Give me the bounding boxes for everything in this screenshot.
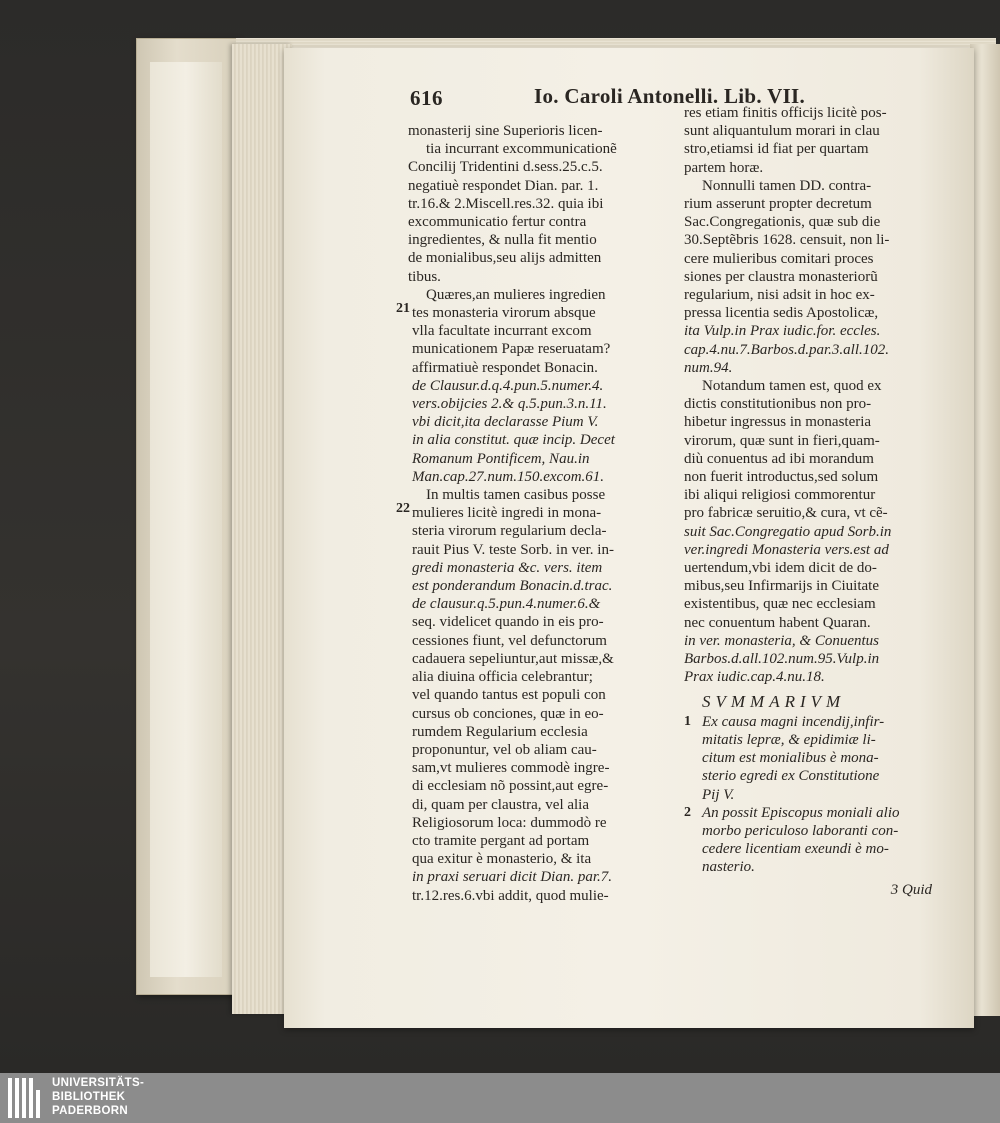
text-line: In multis tamen casibus posse	[426, 487, 606, 504]
text-line: diù conuentus ad ibi morandum	[684, 450, 874, 467]
text-line: mibus,seu Infirmarijs in Ciuitate	[684, 578, 879, 595]
summary-item	[684, 804, 946, 877]
text-line: rumdem Regularium ecclesia	[412, 723, 588, 740]
text-line: siones per claustra monasteriorũ	[684, 268, 878, 285]
text-line: nec conuentum habent Quaran.	[684, 614, 871, 631]
text-line: tr.12.res.6.vbi addit, quod mulie-	[412, 887, 609, 904]
text-line: regularium, nisi adsit in hoc ex-	[684, 287, 875, 304]
text-line: Ex causa magni incendij,infir-	[702, 713, 885, 730]
text-line: cadauera sepeliuntur,aut missæ,&	[412, 650, 614, 667]
text-line: non fuerit introductus,sed solum	[684, 469, 879, 486]
text-line: nasterio.	[702, 859, 755, 876]
text-line: morbo periculoso laboranti con-	[702, 822, 899, 839]
text-line: dictis constitutionibus non pro-	[684, 396, 872, 413]
margin-number: 21	[396, 301, 410, 316]
text-line: partem horæ.	[684, 159, 764, 176]
page-edges-left	[232, 44, 292, 1014]
text-line: de monialibus,seu alijs admitten	[408, 250, 602, 267]
text-line: seq. videlicet quando in eis pro-	[412, 614, 604, 631]
text-line: in ver. monasteria, & Conuentus	[684, 632, 879, 649]
text-line: tibus.	[408, 268, 441, 285]
summary-heading: SVMMARIVM	[702, 691, 846, 711]
text-line: vel quando tantus est populi con	[412, 687, 606, 704]
summary-number: 2	[684, 804, 691, 820]
summary-number: 1	[684, 713, 691, 729]
text-line: 30.Septẽbris 1628. censuit, non li-	[684, 232, 890, 249]
text-line: sterio egredi ex Constitutione	[702, 768, 880, 785]
text-line: existentibus, quæ nec ecclesiam	[684, 596, 876, 613]
text-line: ita Vulp.in Prax iudic.for. eccles.	[684, 323, 881, 340]
logo-line: BIBLIOTHEK	[52, 1091, 126, 1103]
text-line: Notandum tamen est, quod ex	[702, 378, 882, 395]
text-line: Romanum Pontificem, Nau.in	[412, 450, 590, 467]
text-line: excommunicatio fertur contra	[408, 214, 587, 231]
text-line: cessiones fiunt, vel defunctorum	[412, 632, 607, 649]
text-line: num.94.	[684, 359, 733, 376]
logo-line: UNIVERSITÄTS-	[52, 1077, 145, 1089]
page-number: 616	[410, 86, 443, 110]
text-line: sam,vt mulieres commodè ingre-	[412, 760, 610, 777]
text-line: Religiosorum loca: dummodò re	[412, 814, 607, 831]
left-column	[408, 122, 680, 905]
text-line: affirmatiuè respondet Bonacin.	[412, 359, 598, 376]
text-line: vers.obijcies 2.& q.5.pun.3.n.11.	[412, 396, 607, 413]
text-line: pressa licentia sedis Apostolicæ,	[684, 305, 879, 322]
text-line: Sac.Congregationis, quæ sub die	[684, 214, 881, 231]
text-line: Nonnulli tamen DD. contra-	[702, 177, 872, 194]
text-line: cap.4.nu.7.Barbos.d.par.3.all.102.	[684, 341, 890, 358]
text-line: tes monasteria virorum absque	[412, 305, 596, 322]
text-line: pro fabricæ seruitio,& cura, vt cẽ-	[684, 505, 888, 522]
text-line: ibi aliqui religiosi commorentur	[684, 487, 876, 504]
running-head: Io. Caroli Antonelli. Lib. VII.	[534, 84, 806, 108]
text-line: tr.16.& 2.Miscell.res.32. quia ibi	[408, 195, 604, 212]
text-line: rium asserunt propter decretum	[684, 196, 872, 213]
text-line: vlla facultate incurrant excom	[412, 323, 592, 340]
book-endpaper	[150, 62, 222, 977]
text-line: mulieres licitè ingredi in mona-	[412, 505, 602, 522]
text-line: cto tramite pergant ad portam	[412, 832, 590, 849]
text-line: ver.ingredi Monasteria vers.est ad	[684, 541, 889, 558]
text-line: Concilij Tridentini d.sess.25.c.5.	[408, 159, 603, 176]
footer-bar	[0, 1073, 1000, 1123]
text-line: de Clausur.d.q.4.pun.5.numer.4.	[412, 377, 604, 394]
text-line: de clausur.q.5.pun.4.numer.6.&	[412, 596, 601, 613]
text-line: virorum, quæ sunt in fieri,quam-	[684, 432, 880, 449]
text-line: stro,etiamsi id fiat per quartam	[684, 141, 869, 158]
text-line: alia diuina officia celebrantur;	[412, 669, 593, 686]
facing-page-edge	[970, 44, 1000, 1016]
text-line: di, quam per claustra, vel alia	[412, 796, 590, 813]
text-line: An possit Episcopus moniali alio	[702, 804, 900, 821]
text-line: steria virorum regularium decla-	[412, 523, 607, 540]
text-line: negatiuè respondet Dian. par. 1.	[408, 177, 599, 194]
text-line: res etiam finitis officijs licitè pos-	[684, 105, 887, 121]
text-line: uertendum,vbi idem dicit de do-	[684, 560, 877, 577]
text-line: hibetur ingressus in monasteria	[684, 414, 872, 431]
text-line: di ecclesiam nõ possint,aut egre-	[412, 778, 609, 795]
text-line: vbi dicit,ita declarasse Pium V.	[412, 414, 599, 431]
text-line: municationem Papæ reseruatam?	[412, 341, 611, 358]
text-line: tia incurrant excommunicationẽ	[426, 141, 617, 158]
text-line: gredi monasteria &c. vers. item	[412, 559, 603, 576]
text-line: citum est monialibus è mona-	[702, 750, 879, 767]
right-column	[684, 104, 946, 899]
text-line: Pij V.	[702, 786, 735, 803]
text-line: qua exitur è monasterio, & ita	[412, 851, 592, 868]
text-line: Barbos.d.all.102.num.95.Vulp.in	[684, 651, 880, 668]
text-line: sunt aliquantulum morari in clau	[684, 123, 880, 140]
library-logo-icon	[8, 1078, 46, 1118]
catchword: 3 Quid	[890, 881, 932, 898]
text-line: rauit Pius V. teste Sorb. in ver. in-	[412, 541, 614, 558]
text-line: Prax iudic.cap.4.nu.18.	[684, 669, 825, 686]
logo-line: PADERBORN	[52, 1105, 128, 1117]
text-line: monasterij sine Superioris licen-	[408, 123, 603, 139]
text-line: Quæres,an mulieres ingredien	[426, 286, 606, 303]
margin-number: 22	[396, 501, 410, 516]
text-line: proponuntur, vel ob aliam cau-	[412, 741, 597, 758]
library-logo-text	[52, 1076, 144, 1118]
text-line: cedere licentiam exeundi è mo-	[702, 841, 889, 858]
text-line: in alia constitut. quæ incip. Decet	[412, 432, 615, 449]
text-line: ingredientes, & nulla fit mentio	[408, 232, 597, 249]
text-line: in praxi seruari dicit Dian. par.7.	[412, 869, 613, 886]
text-line: est ponderandum Bonacin.d.trac.	[412, 578, 613, 595]
text-line: Man.cap.27.num.150.excom.61.	[412, 468, 605, 485]
text-line: cere mulieribus comitari proces	[684, 250, 874, 267]
text-line: mitatis lepræ, & epidimiæ li-	[702, 731, 876, 748]
summary-item	[684, 713, 946, 804]
text-line: suit Sac.Congregatio apud Sorb.in	[684, 523, 892, 540]
text-line: cursus ob conciones, quæ in eo-	[412, 705, 604, 722]
